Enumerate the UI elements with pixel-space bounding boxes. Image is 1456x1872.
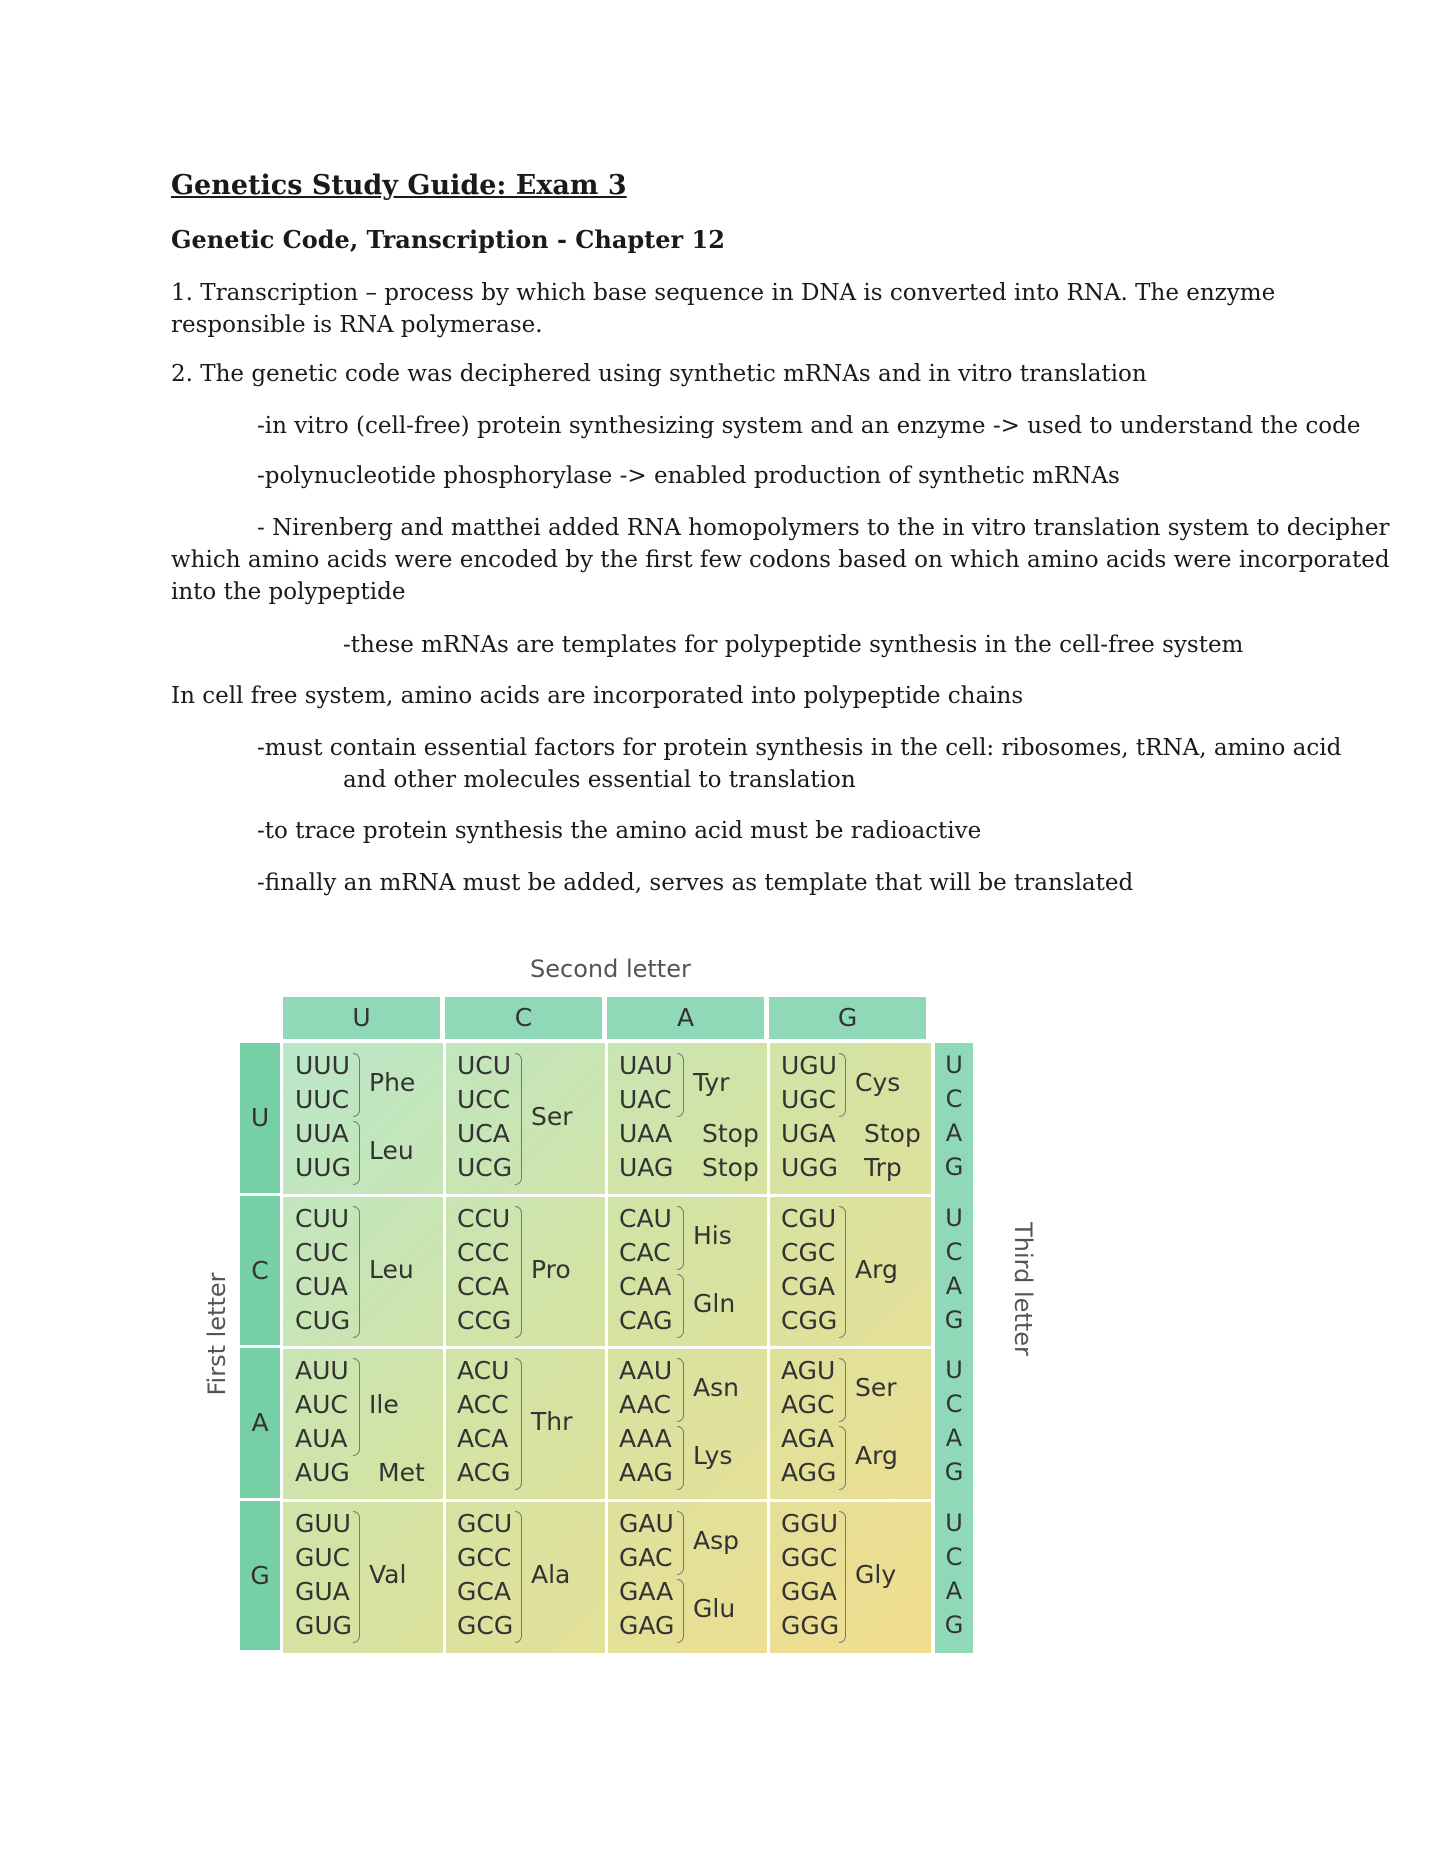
amino-acid: Val bbox=[369, 1559, 407, 1589]
codon: ACA bbox=[457, 1424, 509, 1453]
codon: AGA bbox=[781, 1424, 835, 1453]
amino-acid: Ala bbox=[531, 1559, 571, 1589]
codon: UGA bbox=[781, 1119, 836, 1148]
codon-bracket bbox=[353, 1358, 360, 1456]
bullet-line: which amino acids were encoded by the first few codons based on which amino acids were incorporated bbox=[171, 547, 1390, 573]
codon: UUG bbox=[295, 1153, 351, 1182]
codon: CCU bbox=[457, 1203, 511, 1233]
codon: CUC bbox=[295, 1237, 349, 1267]
codon: AUA bbox=[295, 1424, 348, 1453]
second-letter-header: U bbox=[283, 997, 440, 1039]
bullet-line: into the polypeptide bbox=[171, 579, 406, 605]
codon: GCG bbox=[457, 1610, 514, 1640]
paragraph-line: In cell free system, amino acids are incorporated into polypeptide chains bbox=[171, 683, 1024, 709]
codon: AUU bbox=[295, 1356, 349, 1385]
paragraph-line: 2. The genetic code was deciphered using synthetic mRNAs and in vitro translation bbox=[171, 361, 1147, 387]
second-letter-header: G bbox=[769, 997, 926, 1039]
first-letter-header: G bbox=[240, 1501, 280, 1651]
third-letter: C bbox=[945, 1085, 963, 1113]
codon-bracket bbox=[515, 1053, 522, 1185]
third-letter: U bbox=[945, 1203, 963, 1232]
amino-acid: Trp bbox=[864, 1153, 902, 1182]
bullet-line: -polynucleotide phosphorylase -> enabled production of synthetic mRNAs bbox=[257, 463, 1120, 489]
amino-acid: Leu bbox=[369, 1136, 414, 1165]
third-letter: U bbox=[945, 1508, 963, 1537]
amino-acid: Stop bbox=[702, 1153, 759, 1182]
third-letter: G bbox=[944, 1610, 964, 1639]
codon-bracket bbox=[353, 1206, 360, 1338]
codon: UAU bbox=[619, 1051, 673, 1080]
codon-bracket bbox=[677, 1579, 684, 1643]
amino-acid: Met bbox=[378, 1458, 425, 1487]
third-letter: G bbox=[944, 1458, 964, 1486]
first-letter-label: First letter bbox=[203, 1272, 231, 1396]
third-letter: A bbox=[945, 1424, 963, 1452]
third-letter: G bbox=[944, 1305, 964, 1334]
amino-acid: Ser bbox=[855, 1373, 897, 1402]
codon-bracket bbox=[515, 1206, 522, 1338]
codon-bracket bbox=[677, 1053, 684, 1117]
codon: CGG bbox=[781, 1305, 838, 1335]
codon: GGG bbox=[781, 1610, 840, 1640]
codon: GCC bbox=[457, 1542, 512, 1572]
codon-bracket bbox=[353, 1511, 360, 1643]
codon: CAG bbox=[619, 1305, 673, 1335]
codon: CAU bbox=[619, 1203, 672, 1233]
codon: UUU bbox=[295, 1051, 350, 1080]
codon: UAC bbox=[619, 1085, 672, 1114]
codon-bracket bbox=[839, 1358, 846, 1422]
codon: AAC bbox=[619, 1390, 671, 1419]
codon: GUC bbox=[295, 1542, 351, 1572]
codon: GUA bbox=[295, 1576, 350, 1606]
codon: UCA bbox=[457, 1119, 510, 1148]
codon: ACC bbox=[457, 1390, 509, 1419]
codon: UGG bbox=[781, 1153, 839, 1182]
amino-acid: Arg bbox=[855, 1441, 898, 1470]
codon: CGU bbox=[781, 1203, 837, 1233]
bullet-line: -finally an mRNA must be added, serves as template that will be translated bbox=[257, 870, 1134, 896]
codon: UUA bbox=[295, 1119, 349, 1148]
codon: UGC bbox=[781, 1085, 837, 1114]
codon: UGU bbox=[781, 1051, 837, 1080]
codon-bracket bbox=[515, 1358, 522, 1490]
codon: ACG bbox=[457, 1458, 511, 1487]
codon-bracket bbox=[677, 1426, 684, 1490]
codon-bracket bbox=[677, 1206, 684, 1270]
codon: GAG bbox=[619, 1610, 675, 1640]
third-letter: C bbox=[945, 1542, 963, 1571]
codon: CUA bbox=[295, 1271, 348, 1301]
codon: CCG bbox=[457, 1305, 512, 1335]
codon-bracket bbox=[839, 1426, 846, 1490]
amino-acid: Thr bbox=[531, 1407, 573, 1436]
amino-acid: Arg bbox=[855, 1254, 898, 1284]
second-letter-label: Second letter bbox=[530, 955, 691, 983]
third-letter-label: Third letter bbox=[1009, 1222, 1037, 1356]
first-letter-header: U bbox=[240, 1043, 280, 1193]
codon-bracket bbox=[677, 1511, 684, 1575]
paragraph-line: 1. Transcription – process by which base sequence in DNA is converted into RNA. The enzyme bbox=[171, 280, 1276, 306]
third-letter: A bbox=[945, 1576, 963, 1605]
paragraph-line: responsible is RNA polymerase. bbox=[171, 312, 543, 338]
codon: ACU bbox=[457, 1356, 510, 1385]
amino-acid: Phe bbox=[369, 1068, 416, 1097]
codon-bracket bbox=[515, 1511, 522, 1643]
codon: AAA bbox=[619, 1424, 672, 1453]
amino-acid: Cys bbox=[855, 1068, 901, 1097]
amino-acid: Stop bbox=[702, 1119, 759, 1148]
codon: AAU bbox=[619, 1356, 673, 1385]
third-letter: G bbox=[944, 1153, 964, 1181]
document-title: Genetics Study Guide: Exam 3 bbox=[171, 170, 627, 201]
amino-acid: Glu bbox=[693, 1593, 736, 1623]
codon-table bbox=[190, 955, 1037, 1670]
codon: UUC bbox=[295, 1085, 350, 1114]
grid-divider bbox=[283, 1346, 931, 1349]
third-letter: U bbox=[945, 1356, 963, 1384]
codon: AGU bbox=[781, 1356, 836, 1385]
bullet-line: -must contain essential factors for protein synthesis in the cell: ribosomes, tRNA, amino acid bbox=[257, 735, 1342, 761]
codon-bracket bbox=[677, 1358, 684, 1422]
amino-acid: Asn bbox=[693, 1373, 739, 1402]
codon-bracket bbox=[353, 1053, 360, 1117]
codon: AGC bbox=[781, 1390, 835, 1419]
amino-acid: Asp bbox=[693, 1525, 739, 1555]
third-letter: C bbox=[945, 1390, 963, 1418]
section-heading: Genetic Code, Transcription - Chapter 12 bbox=[171, 225, 725, 254]
amino-acid: Ile bbox=[369, 1390, 399, 1419]
codon: GAA bbox=[619, 1576, 674, 1606]
codon: AUC bbox=[295, 1390, 348, 1419]
codon: CAA bbox=[619, 1271, 672, 1301]
codon: CGC bbox=[781, 1237, 836, 1267]
codon: GUG bbox=[295, 1610, 353, 1640]
codon-bracket bbox=[353, 1121, 360, 1185]
codon: UCU bbox=[457, 1051, 512, 1080]
amino-acid: Tyr bbox=[693, 1068, 730, 1097]
codon: UCG bbox=[457, 1153, 513, 1182]
codon: AGG bbox=[781, 1458, 837, 1487]
first-letter-header: A bbox=[240, 1348, 280, 1498]
codon: GAU bbox=[619, 1508, 674, 1538]
second-letter-header: A bbox=[607, 997, 764, 1039]
codon: CGA bbox=[781, 1271, 835, 1301]
codon: GUU bbox=[295, 1508, 351, 1538]
bullet-line: -in vitro (cell-free) protein synthesizing system and an enzyme -> used to understand the code bbox=[257, 413, 1361, 439]
sub-bullet-line: -these mRNAs are templates for polypeptide synthesis in the cell-free system bbox=[343, 632, 1244, 658]
codon-bracket bbox=[677, 1274, 684, 1338]
codon: CAC bbox=[619, 1237, 671, 1267]
codon: CUG bbox=[295, 1305, 351, 1335]
codon: GGA bbox=[781, 1576, 837, 1606]
codon-bracket bbox=[839, 1206, 846, 1338]
third-letter: U bbox=[945, 1051, 963, 1079]
grid-divider bbox=[283, 1499, 931, 1502]
amino-acid: Lys bbox=[693, 1441, 733, 1470]
codon: UCC bbox=[457, 1085, 511, 1114]
bullet-line: -to trace protein synthesis the amino acid must be radioactive bbox=[257, 818, 982, 844]
codon: GAC bbox=[619, 1542, 673, 1572]
bullet-line: and other molecules essential to translation bbox=[343, 767, 856, 793]
codon: CCA bbox=[457, 1271, 510, 1301]
amino-acid: Stop bbox=[864, 1119, 921, 1148]
second-letter-header: C bbox=[445, 997, 602, 1039]
first-letter-header: C bbox=[240, 1196, 280, 1346]
amino-acid: Ser bbox=[531, 1102, 573, 1131]
third-letter: A bbox=[945, 1271, 963, 1300]
codon: AUG bbox=[295, 1458, 350, 1487]
codon: AAG bbox=[619, 1458, 673, 1487]
amino-acid: Pro bbox=[531, 1254, 571, 1284]
grid-divider bbox=[767, 1043, 770, 1653]
codon: CUU bbox=[295, 1203, 350, 1233]
codon: UAA bbox=[619, 1119, 673, 1148]
amino-acid: Leu bbox=[369, 1254, 414, 1284]
amino-acid: Gly bbox=[855, 1559, 897, 1589]
third-letter: A bbox=[945, 1119, 963, 1147]
amino-acid: Gln bbox=[693, 1288, 736, 1318]
codon: GGC bbox=[781, 1542, 838, 1572]
amino-acid: His bbox=[693, 1220, 732, 1250]
codon: GCU bbox=[457, 1508, 513, 1538]
codon: CCC bbox=[457, 1237, 510, 1267]
bullet-line: - Nirenberg and matthei added RNA homopolymers to the in vitro translation system to decipher bbox=[257, 515, 1390, 541]
codon: GCA bbox=[457, 1576, 511, 1606]
codon-bracket bbox=[839, 1511, 846, 1643]
codon-bracket bbox=[839, 1053, 846, 1117]
codon: UAG bbox=[619, 1153, 674, 1182]
codon: GGU bbox=[781, 1508, 839, 1538]
third-letter: C bbox=[945, 1237, 963, 1266]
